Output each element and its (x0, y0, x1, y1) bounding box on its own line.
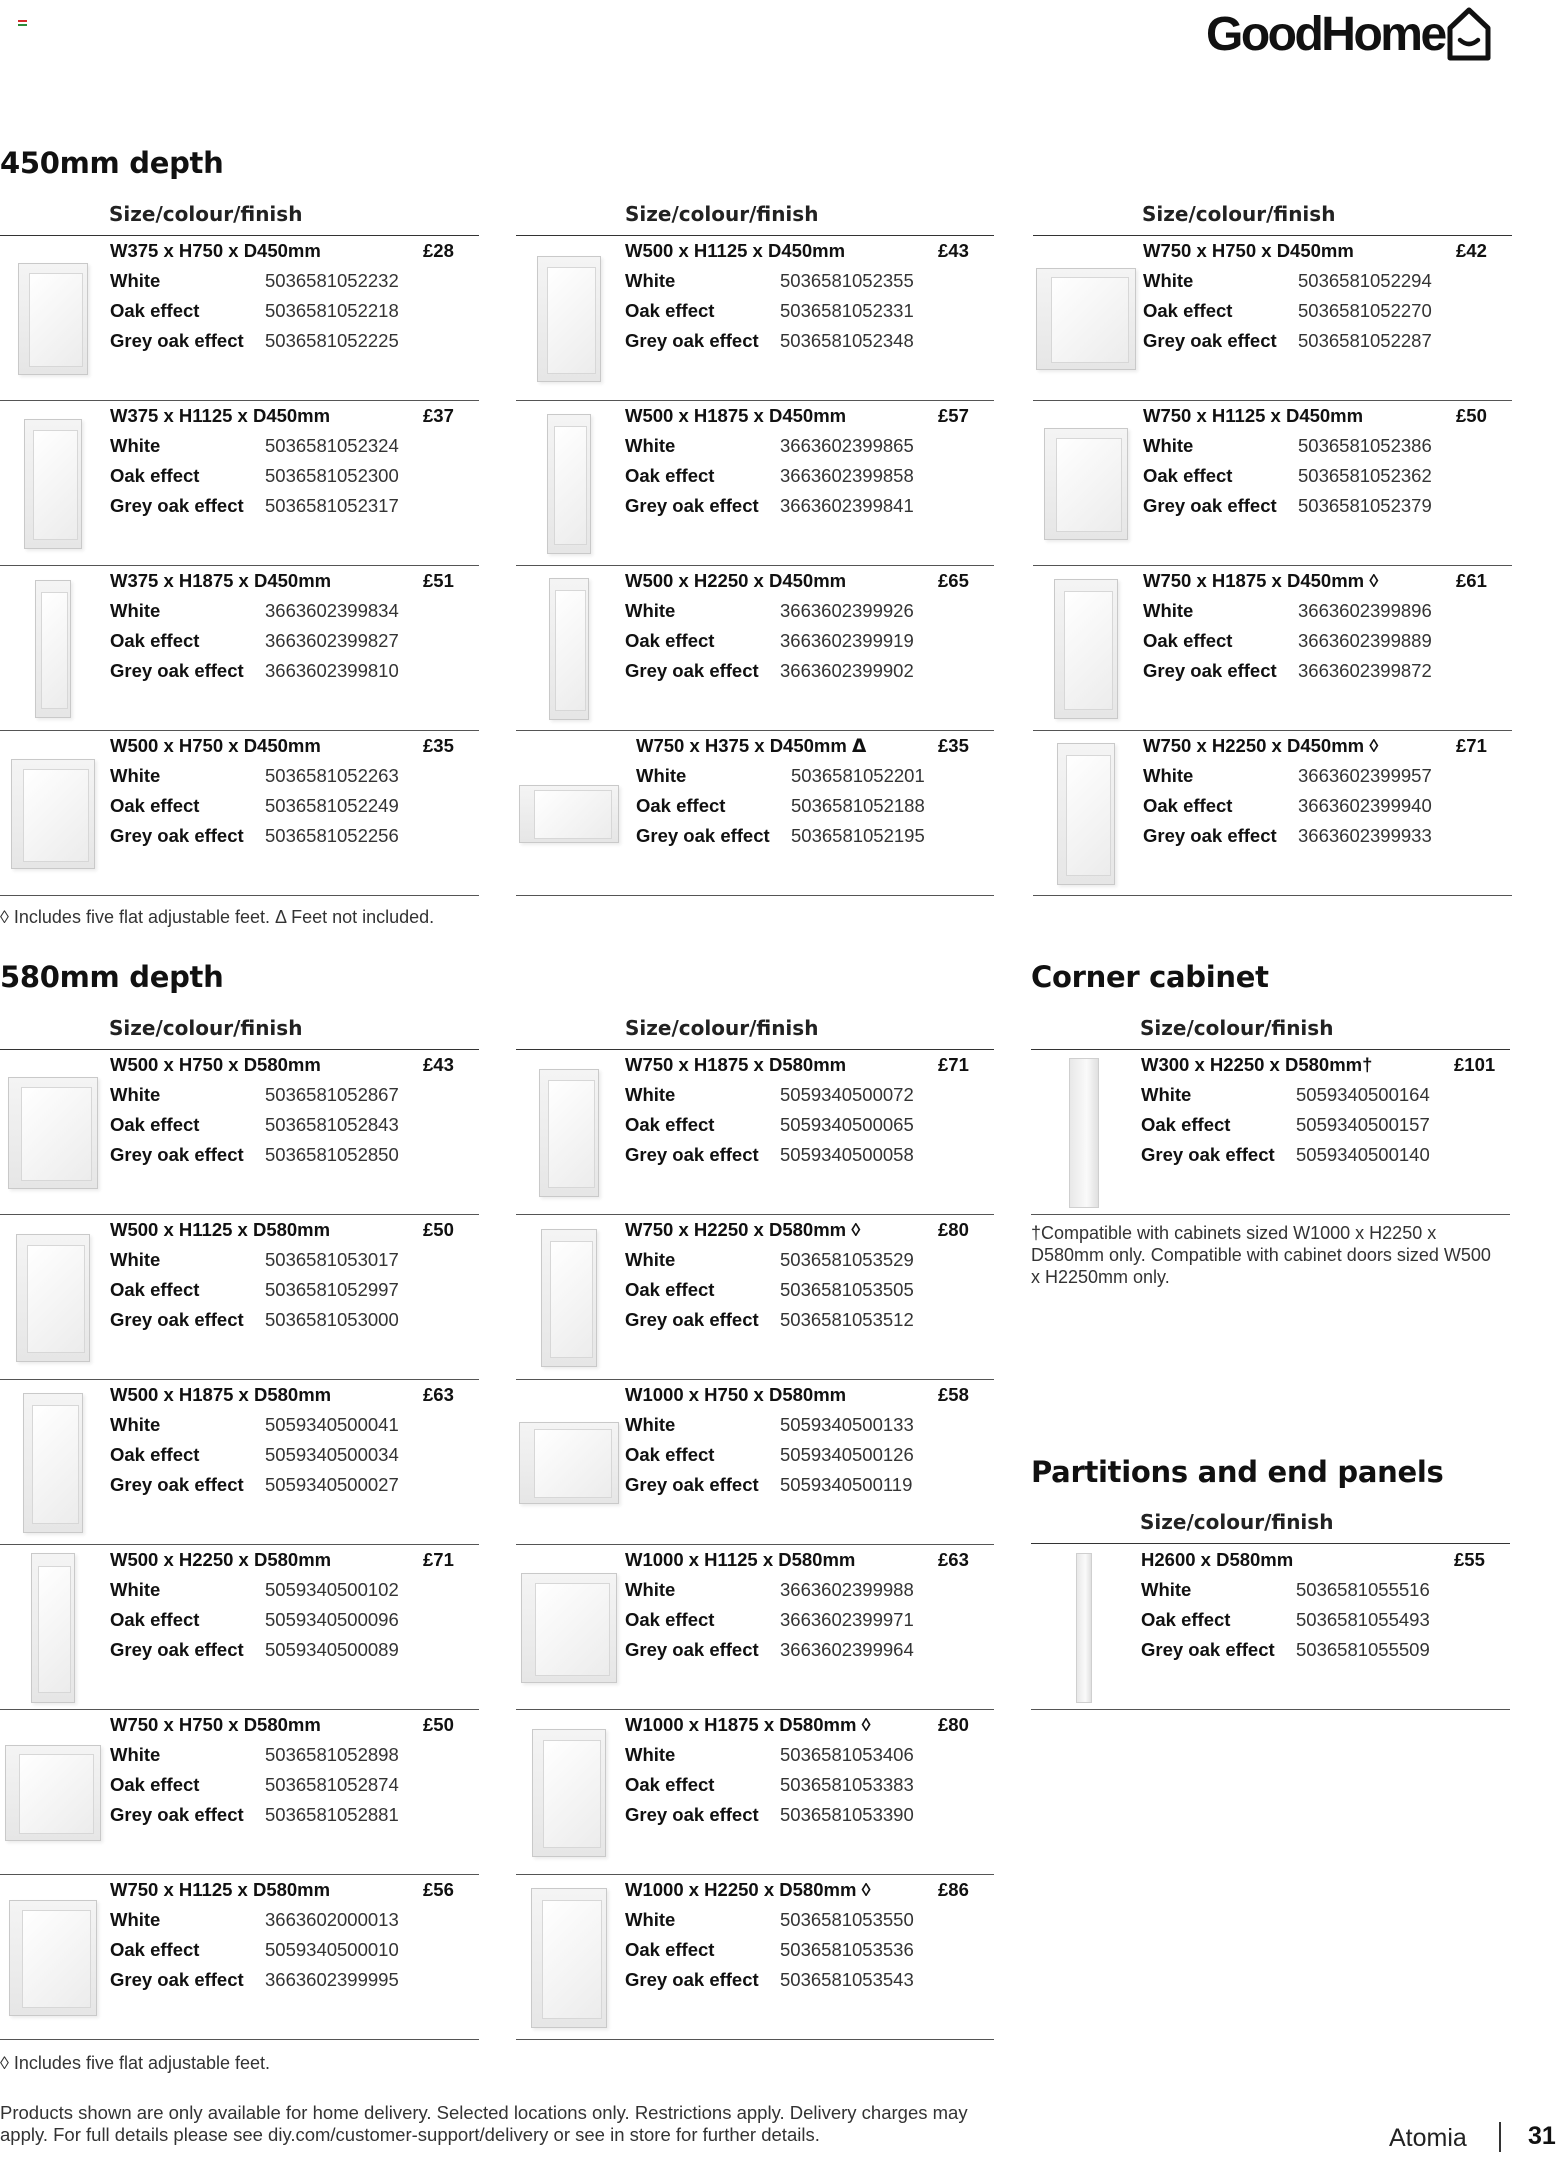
product-code-white: 5036581053529 (780, 1249, 914, 1270)
product-code-grey-oak: 5036581052225 (265, 330, 399, 351)
product-price: £80 (938, 1219, 969, 1240)
page-number: 31 (1528, 2122, 1556, 2150)
finish-label-oak: Oak effect (1141, 1609, 1231, 1630)
product-price: £51 (423, 570, 454, 591)
finish-label-white: White (110, 1084, 161, 1105)
product-code-oak: 5036581052270 (1298, 300, 1432, 321)
product-price: £71 (423, 1549, 454, 1570)
finish-label-oak: Oak effect (625, 300, 715, 321)
product-price: £61 (1456, 570, 1487, 591)
finish-label-grey-oak: Grey oak effect (110, 330, 244, 351)
product-code-oak: 5059340500034 (265, 1444, 399, 1465)
finish-label-grey-oak: Grey oak effect (1143, 330, 1277, 351)
finish-label-white: White (1141, 1579, 1192, 1600)
product-size: W375 x H750 x D450mm (110, 240, 321, 261)
finish-label-white: White (625, 1909, 676, 1930)
column-header: Size/colour/finish (1033, 200, 1512, 236)
product-card (516, 1215, 994, 1380)
finish-label-grey-oak: Grey oak effect (625, 1969, 759, 1990)
product-code-grey-oak: 5036581055509 (1296, 1639, 1430, 1660)
product-size: W500 x H750 x D580mm (110, 1054, 321, 1075)
product-size: W750 x H2250 x D450mm ◊ (1143, 735, 1379, 756)
product-code-grey-oak: 5059340500140 (1296, 1144, 1430, 1165)
finish-label-grey-oak: Grey oak effect (110, 1804, 244, 1825)
product-code-grey-oak: 5036581052317 (265, 495, 399, 516)
product-size: W500 x H2250 x D450mm (625, 570, 847, 591)
finish-label-oak: Oak effect (625, 1609, 715, 1630)
product-code-white: 5059340500133 (780, 1414, 914, 1435)
finish-label-oak: Oak effect (1143, 300, 1233, 321)
finish-label-white: White (1143, 435, 1194, 456)
column-header: Size/colour/finish (0, 200, 479, 236)
finish-label-grey-oak: Grey oak effect (636, 825, 770, 846)
finish-label-white: White (625, 1084, 676, 1105)
product-card (1031, 1545, 1510, 1710)
product-code-grey-oak: 5036581053543 (780, 1969, 914, 1990)
product-code-oak: 5059340500126 (780, 1444, 914, 1465)
finish-label-oak: Oak effect (110, 300, 200, 321)
product-code-grey-oak: 5036581053390 (780, 1804, 914, 1825)
product-code-white: 5036581055516 (1296, 1579, 1430, 1600)
finish-label-grey-oak: Grey oak effect (625, 1474, 759, 1495)
finish-label-grey-oak: Grey oak effect (110, 1969, 244, 1990)
product-code-white: 3663602399896 (1298, 600, 1432, 621)
finish-label-grey-oak: Grey oak effect (110, 1639, 244, 1660)
finish-label-oak: Oak effect (110, 1609, 200, 1630)
product-card (0, 1215, 479, 1380)
product-code-oak: 5059340500096 (265, 1609, 399, 1630)
cabinet-image (516, 1553, 622, 1703)
product-card (1031, 1050, 1510, 1215)
footnote-450: ◊ Includes five flat adjustable feet. Δ Feet not included. (0, 907, 435, 927)
finish-label-oak: Oak effect (625, 1444, 715, 1465)
product-price: £63 (938, 1549, 969, 1570)
cabinet-image (0, 244, 106, 394)
column-header: Size/colour/finish (516, 200, 994, 236)
finish-label-grey-oak: Grey oak effect (625, 1144, 759, 1165)
product-price: £80 (938, 1714, 969, 1735)
product-size: W375 x H1125 x D450mm (110, 405, 331, 426)
product-card (0, 401, 479, 566)
product-size: W500 x H1125 x D580mm (110, 1219, 331, 1240)
product-price: £58 (938, 1384, 969, 1405)
product-price: £71 (938, 1054, 969, 1075)
product-size: W500 x H750 x D450mm (110, 735, 321, 756)
product-code-oak: 3663602399919 (780, 630, 914, 651)
product-code-oak: 5059340500010 (265, 1939, 399, 1960)
product-code-oak: 5036581053505 (780, 1279, 914, 1300)
product-code-white: 5036581053017 (265, 1249, 399, 1270)
product-code-white: 3663602399865 (780, 435, 914, 456)
cabinet-image (0, 1223, 106, 1373)
finish-label-white: White (110, 1744, 161, 1765)
finish-label-white: White (625, 1744, 676, 1765)
product-code-grey-oak: 5036581052850 (265, 1144, 399, 1165)
product-card (1033, 236, 1512, 401)
product-code-oak: 3663602399827 (265, 630, 399, 651)
finish-label-white: White (110, 435, 161, 456)
column-header: Size/colour/finish (0, 1014, 479, 1050)
cabinet-image (0, 1883, 106, 2033)
product-code-oak: 5036581052362 (1298, 465, 1432, 486)
house-icon (1447, 4, 1491, 62)
finish-label-oak: Oak effect (110, 1444, 200, 1465)
product-code-grey-oak: 3663602399933 (1298, 825, 1432, 846)
finish-label-oak: Oak effect (625, 465, 715, 486)
product-card (0, 1875, 479, 2040)
product-size: W500 x H1875 x D580mm (110, 1384, 332, 1405)
cabinet-image (516, 409, 622, 559)
product-code-white: 5059340500164 (1296, 1084, 1430, 1105)
product-size: H2600 x D580mm (1141, 1549, 1294, 1570)
product-size: W1000 x H1125 x D580mm (625, 1549, 856, 1570)
product-size: W750 x H375 x D450mm ᐃ (636, 735, 867, 756)
product-card (0, 1545, 479, 1710)
finish-label-grey-oak: Grey oak effect (1143, 825, 1277, 846)
cabinet-image (0, 409, 106, 559)
column-header: Size/colour/finish (516, 1014, 994, 1050)
product-code-white: 3663602000013 (265, 1909, 399, 1930)
finish-label-grey-oak: Grey oak effect (625, 1309, 759, 1330)
product-code-grey-oak: 5059340500089 (265, 1639, 399, 1660)
cabinet-image (516, 574, 622, 724)
finish-label-white: White (110, 1249, 161, 1270)
finish-label-white: White (625, 600, 676, 621)
goodhome-logo (1206, 4, 1491, 62)
finish-label-oak: Oak effect (625, 1279, 715, 1300)
cabinet-image (0, 1058, 106, 1208)
finish-label-white: White (110, 1909, 161, 1930)
finish-label-grey-oak: Grey oak effect (625, 1804, 759, 1825)
finish-label-oak: Oak effect (110, 465, 200, 486)
product-price: £43 (938, 240, 969, 261)
product-card (516, 236, 994, 401)
finish-label-grey-oak: Grey oak effect (110, 660, 244, 681)
product-code-white: 5036581052867 (265, 1084, 399, 1105)
product-size: W750 x H1125 x D580mm (110, 1879, 331, 1900)
product-price: £56 (423, 1879, 454, 1900)
product-code-white: 5059340500102 (265, 1579, 399, 1600)
product-price: £65 (938, 570, 969, 591)
cabinet-image (1033, 409, 1139, 559)
product-code-white: 5059340500072 (780, 1084, 914, 1105)
footnote-580: ◊ Includes five flat adjustable feet. (0, 2053, 271, 2073)
finish-label-oak: Oak effect (110, 1114, 200, 1135)
finish-label-oak: Oak effect (110, 1774, 200, 1795)
section-title-580: 580mm depth (0, 960, 224, 994)
end-panel-image (1031, 1553, 1137, 1703)
finish-label-oak: Oak effect (1143, 465, 1233, 486)
product-code-oak: 5036581052249 (265, 795, 399, 816)
product-price: £86 (938, 1879, 969, 1900)
finish-label-white: White (1143, 765, 1194, 786)
cabinet-image (0, 1718, 106, 1868)
product-price: £35 (423, 735, 454, 756)
cabinet-image (0, 739, 106, 889)
finish-label-white: White (1143, 600, 1194, 621)
product-card (1033, 566, 1512, 731)
finish-label-grey-oak: Grey oak effect (625, 1639, 759, 1660)
product-card (516, 1380, 994, 1545)
column-header: Size/colour/finish (1031, 1508, 1510, 1544)
product-size: W375 x H1875 x D450mm (110, 570, 332, 591)
cabinet-image (1033, 739, 1139, 889)
product-card (516, 401, 994, 566)
product-code-oak: 5059340500065 (780, 1114, 914, 1135)
section-title-450: 450mm depth (0, 146, 224, 180)
product-code-grey-oak: 3663602399995 (265, 1969, 399, 1990)
cabinet-image (0, 1388, 106, 1538)
product-code-white: 5036581052898 (265, 1744, 399, 1765)
product-size: W750 x H1875 x D580mm (625, 1054, 847, 1075)
product-price: £101 (1454, 1054, 1496, 1075)
finish-label-oak: Oak effect (110, 1279, 200, 1300)
product-code-oak: 3663602399940 (1298, 795, 1432, 816)
finish-label-white: White (625, 1249, 676, 1270)
product-code-oak: 5036581055493 (1296, 1609, 1430, 1630)
product-code-grey-oak: 5036581052195 (791, 825, 925, 846)
product-size: W1000 x H750 x D580mm (625, 1384, 847, 1405)
product-code-oak: 5036581053536 (780, 1939, 914, 1960)
finish-label-oak: Oak effect (1143, 795, 1233, 816)
cabinet-image (516, 244, 622, 394)
product-size: W750 x H750 x D450mm (1143, 240, 1354, 261)
finish-label-oak: Oak effect (625, 630, 715, 651)
product-code-grey-oak: 3663602399872 (1298, 660, 1432, 681)
finish-label-oak: Oak effect (625, 1114, 715, 1135)
product-size: W750 x H1875 x D450mm ◊ (1143, 570, 1379, 591)
finish-label-white: White (110, 1579, 161, 1600)
product-price: £35 (938, 735, 969, 756)
cabinet-image (1033, 574, 1139, 724)
product-card (0, 236, 479, 401)
product-card (516, 1710, 994, 1875)
product-code-white: 5036581053550 (780, 1909, 914, 1930)
finish-label-white: White (625, 435, 676, 456)
product-size: W500 x H1125 x D450mm (625, 240, 846, 261)
product-code-white: 5036581052386 (1298, 435, 1432, 456)
product-code-grey-oak: 5036581052881 (265, 1804, 399, 1825)
product-code-oak: 5036581052188 (791, 795, 925, 816)
product-code-grey-oak: 5036581052287 (1298, 330, 1432, 351)
cabinet-image (516, 739, 622, 889)
finish-label-grey-oak: Grey oak effect (625, 330, 759, 351)
finish-label-grey-oak: Grey oak effect (110, 1474, 244, 1495)
product-card (0, 1380, 479, 1545)
product-price: £63 (423, 1384, 454, 1405)
product-code-white: 5036581053406 (780, 1744, 914, 1765)
product-code-white: 5036581052294 (1298, 270, 1432, 291)
product-code-oak: 5036581052218 (265, 300, 399, 321)
flag-icon (18, 20, 27, 27)
section-title-corner: Corner cabinet (1031, 960, 1269, 994)
finish-label-grey-oak: Grey oak effect (1143, 660, 1277, 681)
corner-note: †Compatible with cabinets sized W1000 x H2250 x D580mm only. Compatible with cabinet doors sized W500 x H2250mm only. (1031, 1223, 1491, 1287)
product-code-white: 5036581052263 (265, 765, 399, 786)
product-price: £57 (938, 405, 969, 426)
product-code-white: 5059340500041 (265, 1414, 399, 1435)
cabinet-image (516, 1223, 622, 1373)
finish-label-oak: Oak effect (110, 795, 200, 816)
logo-text: GoodHome (1206, 8, 1445, 61)
finish-label-oak: Oak effect (625, 1774, 715, 1795)
product-price: £43 (423, 1054, 454, 1075)
product-code-grey-oak: 5036581052256 (265, 825, 399, 846)
product-code-grey-oak: 3663602399841 (780, 495, 914, 516)
finish-label-white: White (110, 765, 161, 786)
product-code-grey-oak: 5059340500119 (780, 1474, 913, 1495)
product-price: £37 (423, 405, 454, 426)
product-code-white: 5036581052355 (780, 270, 914, 291)
finish-label-grey-oak: Grey oak effect (625, 495, 759, 516)
product-code-grey-oak: 5036581053512 (780, 1309, 914, 1330)
column-header: Size/colour/finish (1031, 1014, 1510, 1050)
product-price: £71 (1456, 735, 1487, 756)
product-code-white: 5036581052201 (791, 765, 925, 786)
finish-label-white: White (625, 1579, 676, 1600)
finish-label-white: White (636, 765, 687, 786)
finish-label-oak: Oak effect (110, 1939, 200, 1960)
end-panel-image (1031, 1058, 1137, 1208)
delivery-disclaimer: Products shown are only available for home delivery. Selected locations only. Restrictions apply. Delivery charges may apply. For full details please see diy.com/customer-support/delivery or see in store for further details. (0, 2102, 968, 2145)
product-price: £28 (423, 240, 454, 261)
product-code-grey-oak: 3663602399902 (780, 660, 914, 681)
product-card (0, 731, 479, 896)
product-code-oak: 5036581052331 (780, 300, 914, 321)
finish-label-white: White (1141, 1084, 1192, 1105)
product-size: W500 x H1875 x D450mm (625, 405, 847, 426)
product-code-grey-oak: 5036581053000 (265, 1309, 399, 1330)
product-card (1033, 401, 1512, 566)
product-price: £42 (1456, 240, 1487, 261)
product-code-oak: 3663602399971 (780, 1609, 914, 1630)
product-code-white: 3663602399926 (780, 600, 914, 621)
finish-label-grey-oak: Grey oak effect (110, 495, 244, 516)
finish-label-grey-oak: Grey oak effect (1143, 495, 1277, 516)
finish-label-white: White (110, 1414, 161, 1435)
finish-label-white: White (1143, 270, 1194, 291)
product-code-oak: 3663602399858 (780, 465, 914, 486)
product-code-oak: 3663602399889 (1298, 630, 1432, 651)
product-code-grey-oak: 3663602399810 (265, 660, 399, 681)
product-code-white: 3663602399957 (1298, 765, 1432, 786)
product-price: £55 (1454, 1549, 1485, 1570)
product-code-grey-oak: 3663602399964 (780, 1639, 914, 1660)
product-price: £50 (423, 1219, 454, 1240)
finish-label-white: White (625, 1414, 676, 1435)
product-code-oak: 5036581052300 (265, 465, 399, 486)
product-code-white: 5036581052232 (265, 270, 399, 291)
product-card (1033, 731, 1512, 896)
product-size: W750 x H1125 x D450mm (1143, 405, 1364, 426)
product-size: W300 x H2250 x D580mm† (1141, 1054, 1373, 1075)
cabinet-image (516, 1718, 622, 1868)
product-size: W500 x H2250 x D580mm (110, 1549, 332, 1570)
cabinet-image (0, 574, 106, 724)
finish-label-grey-oak: Grey oak effect (110, 825, 244, 846)
product-card (516, 1050, 994, 1215)
product-size: W1000 x H1875 x D580mm ◊ (625, 1714, 871, 1735)
finish-label-grey-oak: Grey oak effect (625, 660, 759, 681)
product-code-white: 3663602399834 (265, 600, 399, 621)
finish-label-oak: Oak effect (636, 795, 726, 816)
product-code-grey-oak: 5036581052379 (1298, 495, 1432, 516)
product-price: £50 (423, 1714, 454, 1735)
product-card (0, 1050, 479, 1215)
cabinet-image (516, 1058, 622, 1208)
finish-label-white: White (110, 600, 161, 621)
product-size: W1000 x H2250 x D580mm ◊ (625, 1879, 871, 1900)
finish-label-grey-oak: Grey oak effect (110, 1144, 244, 1165)
product-card (516, 1545, 994, 1710)
product-code-grey-oak: 5059340500058 (780, 1144, 914, 1165)
cabinet-image (516, 1388, 622, 1538)
section-title-partitions: Partitions and end panels (1031, 1455, 1444, 1489)
cabinet-image (0, 1553, 106, 1703)
finish-label-oak: Oak effect (1143, 630, 1233, 651)
cabinet-image (1033, 244, 1139, 394)
product-code-white: 3663602399988 (780, 1579, 914, 1600)
finish-label-oak: Oak effect (625, 1939, 715, 1960)
product-price: £50 (1456, 405, 1487, 426)
finish-label-white: White (110, 270, 161, 291)
cabinet-image (516, 1883, 622, 2033)
product-size: W750 x H750 x D580mm (110, 1714, 321, 1735)
product-card (516, 566, 994, 731)
product-code-white: 5036581052324 (265, 435, 399, 456)
product-card (0, 1710, 479, 1875)
product-code-grey-oak: 5036581052348 (780, 330, 914, 351)
finish-label-white: White (625, 270, 676, 291)
product-code-oak: 5036581052843 (265, 1114, 399, 1135)
finish-label-grey-oak: Grey oak effect (1141, 1639, 1275, 1660)
product-code-oak: 5036581053383 (780, 1774, 914, 1795)
finish-label-oak: Oak effect (1141, 1114, 1231, 1135)
product-card (0, 566, 479, 731)
finish-label-oak: Oak effect (110, 630, 200, 651)
product-code-oak: 5036581052874 (265, 1774, 399, 1795)
product-card (516, 731, 994, 896)
footer-divider (1499, 2122, 1501, 2152)
product-size: W750 x H2250 x D580mm ◊ (625, 1219, 861, 1240)
footer-brand: Atomia (1389, 2124, 1467, 2152)
finish-label-grey-oak: Grey oak effect (1141, 1144, 1275, 1165)
product-card (516, 1875, 994, 2040)
product-code-oak: 5059340500157 (1296, 1114, 1430, 1135)
finish-label-grey-oak: Grey oak effect (110, 1309, 244, 1330)
product-code-oak: 5036581052997 (265, 1279, 399, 1300)
product-code-grey-oak: 5059340500027 (265, 1474, 399, 1495)
